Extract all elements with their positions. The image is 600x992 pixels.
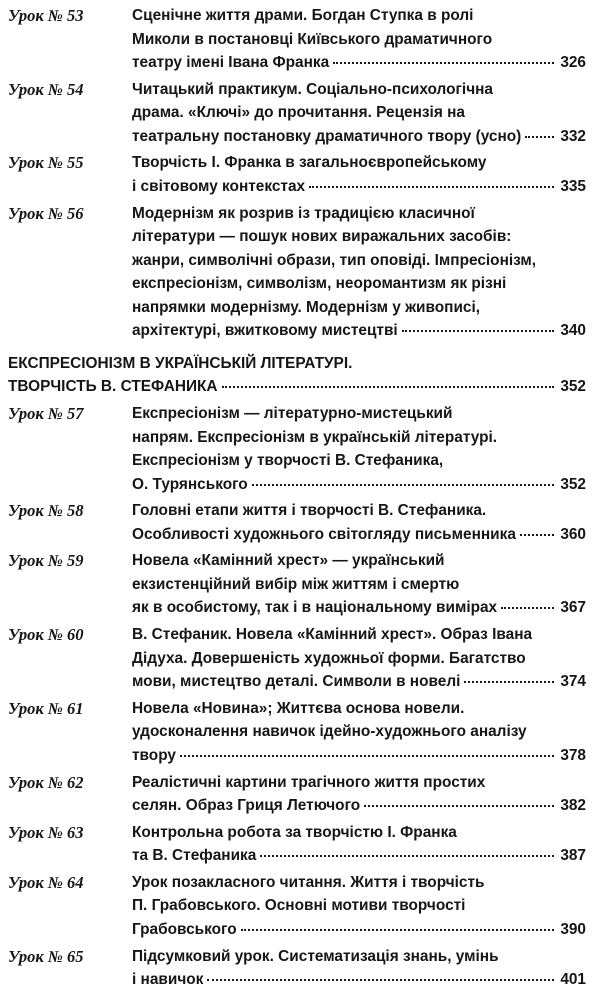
dot-leader <box>402 329 555 332</box>
toc-entry <box>0 499 600 546</box>
entry-text: театральну постановку драматичного твору (усно) <box>132 127 522 145</box>
entry-text-line <box>132 720 586 743</box>
entry-text-line <box>132 249 586 272</box>
entry-text-line <box>132 968 586 991</box>
entry-text-line <box>132 670 586 693</box>
page-number: 390 <box>560 920 586 938</box>
page-number: 378 <box>560 746 586 764</box>
entry-text-line <box>132 523 586 546</box>
toc-entry <box>0 4 600 75</box>
page-number: 340 <box>560 322 586 340</box>
entry-text-line <box>8 375 586 398</box>
dot-leader <box>241 928 555 931</box>
entry-text: Експресіонізм у творчості В. Стефаника, <box>132 452 444 469</box>
entry-text: Головні етапи життя і творчості В. Стефаника. <box>132 502 487 520</box>
dot-leader <box>222 385 555 388</box>
entry-text-line <box>132 125 586 148</box>
page-number: 352 <box>560 475 586 493</box>
toc-entry <box>0 402 600 496</box>
entry-text: напрям. Експресіонізм в українській літературі. <box>132 428 498 446</box>
entry-text: екзистенційний вибір між життям і смертю <box>132 575 460 593</box>
toc-entry <box>0 151 600 198</box>
entry-text: Урок позакласного читання. Життя і творчість <box>132 873 485 891</box>
entry-text-line <box>132 894 586 917</box>
lesson-label: Урок № 58 <box>8 501 84 521</box>
entry-text: драма. «Ключі» до прочитання. Рецензія на <box>132 104 465 122</box>
toc-entry <box>0 549 600 620</box>
entry-text-line <box>132 473 586 496</box>
entry-text: як в особистому, так і в національному вимірах <box>132 599 498 617</box>
entry-text-line <box>132 78 586 101</box>
entry-text-line <box>132 821 586 844</box>
entry-text-line <box>132 771 586 794</box>
entry-text-line <box>132 945 586 968</box>
entry-text: Грабовського <box>132 920 237 938</box>
lesson-label: Урок № 56 <box>8 203 84 223</box>
dot-leader <box>525 135 554 138</box>
lesson-label: Урок № 61 <box>8 698 84 718</box>
page-number: 352 <box>560 378 586 396</box>
lesson-label: Урок № 59 <box>8 551 84 571</box>
lesson-label: Урок № 57 <box>8 404 84 423</box>
toc-entry <box>0 623 600 694</box>
entry-text: твору <box>132 746 176 764</box>
lesson-label: Урок № 65 <box>8 946 84 966</box>
entry-text-line <box>132 51 586 74</box>
entry-text: і світовому контекстах <box>132 177 306 195</box>
dot-leader <box>364 804 554 807</box>
entry-text: театру імені Івана Франка <box>132 54 330 71</box>
entry-text: Сценічне життя драми. Богдан Ступка в ролі <box>132 7 474 24</box>
page-number: 367 <box>560 599 586 617</box>
lesson-label: Урок № 63 <box>8 822 84 842</box>
entry-text-line <box>132 202 586 225</box>
entry-text-line <box>132 28 586 51</box>
entry-text: Дідуха. Довершеність художньої форми. Багатство <box>132 649 526 667</box>
entry-text-line <box>132 623 586 646</box>
entry-text: Особливості художнього світогляду письменника <box>132 525 516 543</box>
page-number: 360 <box>560 525 586 543</box>
entry-text: Контрольна робота за творчістю І. Франка <box>132 823 457 841</box>
entry-text-line <box>132 296 586 319</box>
page-number: 382 <box>560 797 586 814</box>
entry-text-line <box>132 272 586 295</box>
page-number: 387 <box>560 847 586 865</box>
entry-text-line <box>132 794 586 817</box>
entry-text: літератури — пошук нових виражальних засобів: <box>132 228 512 246</box>
page-number: 335 <box>560 177 586 195</box>
dot-leader <box>207 978 554 981</box>
dot-leader <box>180 754 554 757</box>
entry-text-line <box>132 426 586 449</box>
entry-text: і навичок <box>132 971 204 989</box>
entry-text-line <box>132 647 586 670</box>
dot-leader <box>309 185 554 188</box>
entry-text: експресіонізм, символізм, неоромантизм як різні <box>132 275 507 293</box>
entry-text: В. Стефаник. Новела «Камінний хрест». Образ Івана <box>132 626 533 644</box>
entry-text: Новела «Камінний хрест» — український <box>132 552 445 570</box>
lesson-label: Урок № 64 <box>8 872 84 892</box>
entry-text: Модернізм як розрив із традицією класичної <box>132 204 475 222</box>
dot-leader <box>520 533 554 536</box>
entry-text: ЕКСПРЕСІОНІЗМ В УКРАЇНСЬКІЙ ЛІТЕРАТУРІ. <box>8 354 353 372</box>
page-number: 326 <box>560 54 586 71</box>
entry-text: удосконалення навичок ідейно-художнього аналізу <box>132 723 527 741</box>
lesson-label: Урок № 53 <box>8 6 84 25</box>
entry-text-line <box>132 449 586 472</box>
entry-text-line <box>132 573 586 596</box>
entry-text-line <box>132 151 586 174</box>
entry-text-line <box>132 871 586 894</box>
entry-text: О. Турянського <box>132 475 248 493</box>
entry-text-line <box>132 918 586 941</box>
entry-text: селян. Образ Гриця Летючого <box>132 797 361 814</box>
entry-text-line <box>132 225 586 248</box>
dot-leader <box>260 854 554 857</box>
toc-entry <box>0 771 600 818</box>
entry-text: Експресіонізм — літературно-мистецький <box>132 405 453 422</box>
entry-text: архітектурі, вжитковому мистецтві <box>132 322 398 340</box>
page-number: 332 <box>560 127 586 145</box>
entry-text-line <box>8 352 586 375</box>
toc-entry <box>0 821 600 868</box>
entry-text-line <box>132 697 586 720</box>
toc-entry <box>0 202 600 343</box>
page-number: 401 <box>560 971 586 989</box>
toc-section-heading <box>0 352 600 399</box>
page-number: 374 <box>560 673 586 691</box>
dot-leader <box>464 680 554 683</box>
entry-text: Підсумковий урок. Систематизація знань, умінь <box>132 947 499 965</box>
dot-leader <box>333 61 554 64</box>
entry-text-line <box>132 549 586 572</box>
toc-entry <box>0 945 600 992</box>
entry-text-line <box>132 499 586 522</box>
toc-entry <box>0 871 600 942</box>
entry-text: Миколи в постановці Київського драматичного <box>132 30 493 48</box>
entry-text: та В. Стефаника <box>132 847 257 865</box>
entry-text: Творчість І. Франка в загальноєвропейському <box>132 154 487 172</box>
entry-text-line <box>132 319 586 342</box>
entry-text: ТВОРЧІСТЬ В. СТЕФАНИКА <box>8 378 218 396</box>
entry-text: П. Грабовського. Основні мотиви творчості <box>132 897 466 915</box>
entry-text: мови, мистецтво деталі. Символи в новелі <box>132 673 461 691</box>
dot-leader <box>252 483 555 486</box>
dot-leader <box>501 606 554 609</box>
entry-text-line <box>132 744 586 767</box>
entry-text-line <box>132 844 586 867</box>
entry-text: напрямки модернізму. Модернізм у живописі, <box>132 298 481 316</box>
entry-text-line <box>132 101 586 124</box>
entry-text-line <box>132 175 586 198</box>
lesson-label: Урок № 60 <box>8 625 84 645</box>
lesson-label: Урок № 55 <box>8 153 84 173</box>
entry-text: Читацький практикум. Соціально-психологічна <box>132 80 493 98</box>
lesson-label: Урок № 62 <box>8 772 84 792</box>
entry-text: жанри, символічні образи, тип оповіді. Імпресіонізм, <box>132 251 537 269</box>
toc-entry <box>0 697 600 768</box>
entry-text: Реалістичні картини трагічного життя простих <box>132 773 486 791</box>
entry-text-line <box>132 4 586 27</box>
entry-text: Новела «Новина»; Життєва основа новели. <box>132 699 465 717</box>
lesson-label: Урок № 54 <box>8 79 84 99</box>
entry-text-line <box>132 402 586 425</box>
toc-entry <box>0 78 600 149</box>
entry-text-line <box>132 596 586 619</box>
